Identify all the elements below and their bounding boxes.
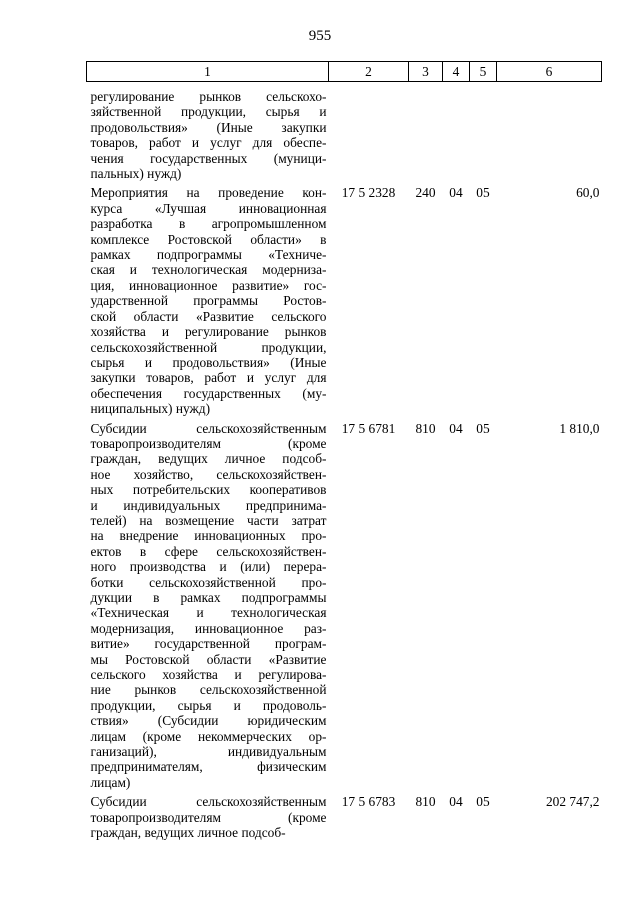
description-line: Субсидии сельскохозяйственным xyxy=(90,794,327,810)
row-amount: 202 747,2 xyxy=(545,794,600,810)
description-line: комплексе Ростовской области» в xyxy=(90,231,327,247)
row-section: 04 xyxy=(449,185,463,201)
column-header: 3 xyxy=(409,62,443,82)
description-line: дукции в рамках подпрограммы xyxy=(90,590,327,605)
row-expense-type xyxy=(409,82,443,182)
row-description xyxy=(87,181,329,416)
description-line: ниципальных) нужд) xyxy=(90,401,211,417)
table-header-row xyxy=(87,62,602,82)
description-line: и индивидуальных предпринима- xyxy=(90,497,327,513)
description-line: ное хозяйство, сельскохозяйствен- xyxy=(90,466,327,482)
description-line: ской области «Развитие сельского xyxy=(90,308,327,324)
description-line: ганизаций), индивидуальным xyxy=(90,744,327,760)
description-line: товаропроизводителям (кроме xyxy=(90,435,327,451)
column-header: 5 xyxy=(470,62,497,82)
row-subsection: 05 xyxy=(476,420,490,436)
column-header: 2 xyxy=(329,62,409,82)
description-line: телей) на возмещение части затрат xyxy=(90,512,327,528)
description-line: чения государственных (муници- xyxy=(90,150,327,166)
description-line: обеспечения государственных (му- xyxy=(90,385,327,401)
description-line: граждан, ведущих личное подсоб- xyxy=(90,451,327,467)
description-line: товаров, работ и услуг для обеспе- xyxy=(90,135,327,151)
description-line: регулирование рынков сельскохо- xyxy=(90,89,327,104)
description-line: ботки сельскохозяйственной про- xyxy=(90,574,327,590)
row-expense-type: 810 xyxy=(415,794,436,810)
description-line: сырья и продовольствия» (Иные xyxy=(90,354,327,370)
row-description xyxy=(87,82,329,182)
row-subsection: 05 xyxy=(476,185,490,201)
description-line: товаропроизводителям (кроме xyxy=(90,809,327,825)
description-line: хозяйства и регулирование рынков xyxy=(90,324,327,340)
description-line: Мероприятия на проведение кон- xyxy=(90,185,327,201)
row-amount: 1 810,0 xyxy=(559,420,600,436)
row-target-code: 17 5 6783 xyxy=(341,794,396,810)
row-description xyxy=(87,790,329,840)
column-header: 1 xyxy=(87,62,329,82)
description-line: рамках подпрограммы «Техниче- xyxy=(90,247,327,263)
table-row xyxy=(87,82,602,182)
row-expense-type: 810 xyxy=(415,420,436,436)
budget-table xyxy=(86,61,602,841)
row-section: 04 xyxy=(449,420,463,436)
row-section: 04 xyxy=(449,794,463,810)
page-number: 955 xyxy=(308,28,332,44)
description-line: зяйственной продукции, сырья и xyxy=(90,104,327,120)
description-line: ного производства и (или) перера- xyxy=(90,559,327,575)
description-line: пальных) нужд) xyxy=(90,166,182,182)
description-line: сельскохозяйственной продукции, xyxy=(90,339,327,355)
description-line: лицам (кроме некоммерческих ор- xyxy=(90,728,327,744)
description-line: «Техническая и технологическая xyxy=(90,605,327,621)
description-line: на внедрение инновационных про- xyxy=(90,528,327,544)
description-line: продовольствия» (Иные закупки xyxy=(90,119,327,135)
row-amount xyxy=(497,82,602,182)
row-description xyxy=(87,417,329,791)
description-line: ние рынков сельскохозяйственной xyxy=(90,682,327,698)
description-line: ская и технологическая модерниза- xyxy=(90,262,327,278)
description-line: сельского хозяйства и регулирова- xyxy=(90,667,327,683)
description-line: витие» государственной програм- xyxy=(90,636,327,652)
column-header: 6 xyxy=(497,62,602,82)
table-row xyxy=(87,181,602,416)
table-row xyxy=(87,417,602,791)
row-expense-type: 240 xyxy=(415,185,436,201)
row-amount: 60,0 xyxy=(576,185,600,201)
description-line: предпринимателям, физическим xyxy=(90,759,327,775)
row-subsection: 05 xyxy=(476,794,490,810)
description-line: курса «Лучшая инновационная xyxy=(90,200,327,216)
description-line: модернизация, инновационное раз- xyxy=(90,620,327,636)
description-line: Субсидии сельскохозяйственным xyxy=(90,420,327,436)
row-subsection xyxy=(470,82,497,182)
description-line: продукции, сырья и продоволь- xyxy=(90,697,327,713)
column-header: 4 xyxy=(443,62,470,82)
description-line: ударственной программы Ростов- xyxy=(90,293,327,309)
description-line: ция, инновационное развитие» гос- xyxy=(90,277,327,293)
description-line: разработка в агропромышленном xyxy=(90,216,327,232)
table-row xyxy=(87,790,602,840)
description-line: мы Ростовской области «Развитие xyxy=(90,651,327,667)
description-line: ных потребительских кооперативов xyxy=(90,482,327,498)
row-target-code xyxy=(329,82,409,182)
description-line: ектов в сфере сельскохозяйствен- xyxy=(90,543,327,559)
description-line: ствия» (Субсидии юридическим xyxy=(90,713,327,729)
row-target-code: 17 5 2328 xyxy=(341,185,396,201)
description-line: закупки товаров, работ и услуг для xyxy=(90,370,327,386)
row-section xyxy=(443,82,470,182)
description-line: лицам) xyxy=(90,774,131,790)
description-line: граждан, ведущих личное подсоб- xyxy=(90,825,286,841)
row-target-code: 17 5 6781 xyxy=(341,420,396,436)
